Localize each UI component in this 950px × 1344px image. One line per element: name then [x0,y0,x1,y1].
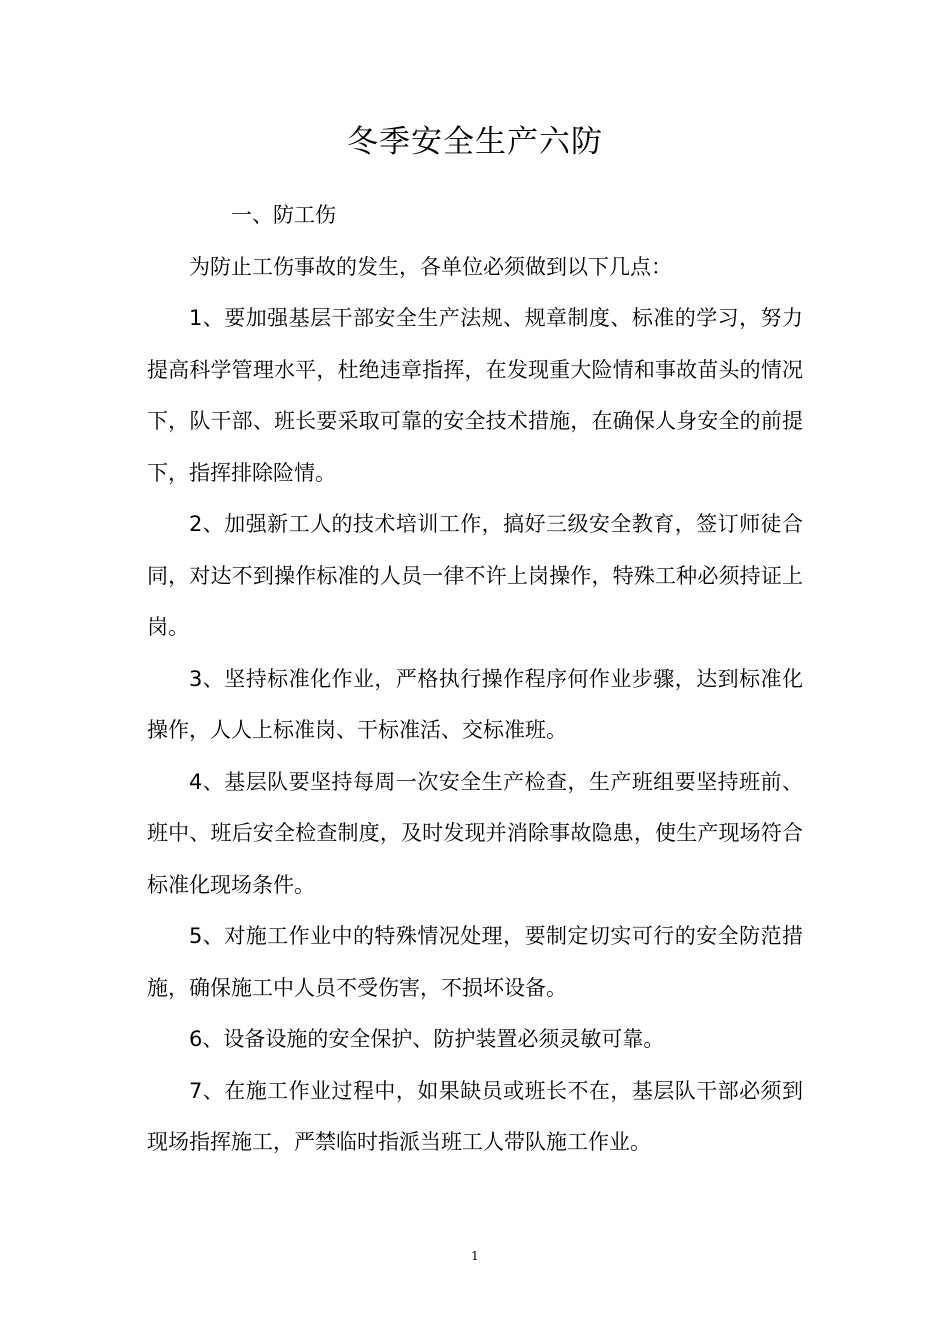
section-heading: 一、防工伤 [231,203,336,227]
list-item-3: 3、坚持标准化作业，严格执行操作程序何作业步骤，达到标准化操作，人人上标准岗、干标准活、交标准班。 [147,666,803,742]
list-item-1: 1、要加强基层干部安全生产法规、规章制度、标准的学习，努力提高科学管理水平，杜绝违章指挥，在发现重大险情和事故苗头的情况下，队干部、班长要采取可靠的安全技术措施，在确保人身安全的前提下，指挥排除险情。 [147,306,803,485]
list-item-6: 6、设备设施的安全保护、防护装置必须灵敏可靠。 [189,1027,665,1051]
document-body [147,190,803,1169]
list-item-2: 2、加强新工人的技术培训工作，搞好三级安全教育，签订师徒合同，对达不到操作标准的人员一律不许上岗操作，特殊工种必须持证上岗。 [147,512,803,639]
list-item-7: 7、在施工作业过程中，如果缺员或班长不在，基层队干部必须到现场指挥施工，严禁临时指派当班工人带队施工作业。 [147,1078,803,1154]
list-item-5: 5、对施工作业中的特殊情况处理，要制定切实可行的安全防范措施，确保施工中人员不受伤害，不损坏设备。 [147,924,803,1000]
document-title: 冬季安全生产六防 [347,124,603,160]
intro-paragraph: 为防止工伤事故的发生，各单位必须做到以下几点： [189,254,672,279]
list-item-4: 4、基层队要坚持每周一次安全生产检查，生产班组要坚持班前、班中、班后安全检查制度，及时发现并消除事故隐患，使生产现场符合标准化现场条件。 [147,769,803,897]
page-number: 1 [471,1249,479,1263]
